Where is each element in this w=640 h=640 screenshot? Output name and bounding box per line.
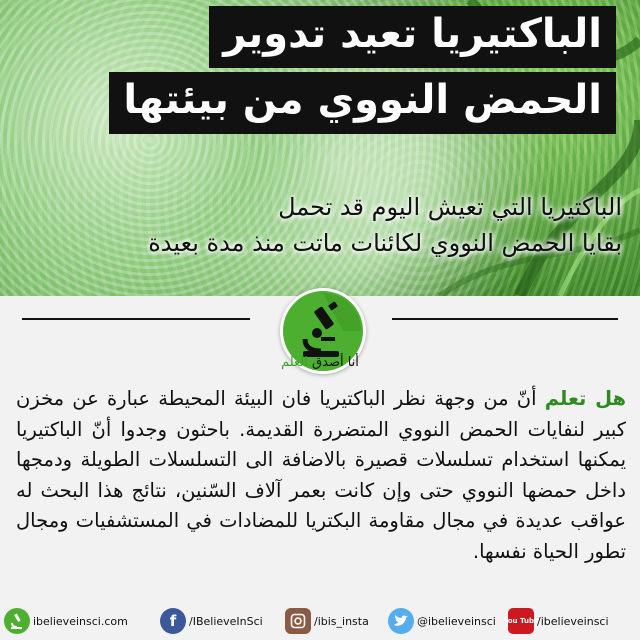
twitter-handle: @ibelieveinsci — [417, 614, 496, 628]
footer-facebook[interactable] — [160, 608, 263, 634]
divider-right — [392, 318, 618, 320]
body-paragraph — [16, 384, 626, 567]
brand-highlight: العلم — [281, 355, 308, 370]
footer-twitter[interactable] — [388, 608, 496, 634]
body-text: أنّ من وجهة نظر الباكتيريا فان البيئة المحيطة عبارة عن مخزن كبير لنفايات الحمض النووي المتضررة القديمة. باحثون وجدوا أنّ الباكتيريا يمكنها استخدام تسلسلات قصيرة بالاضافة الى التسلسلات الطويلة ودمجها داخل حمضها النووي حتى وإن كانت بعمر آلاف السّنين، نتائج هذا البحث له عواقب عديدة في مجال مقاومة البكتريا للمضادات في المستشفيات ومجال تطور الحياة نفسها. — [16, 387, 626, 563]
twitter-icon — [388, 608, 414, 634]
youtube-icon: You Tube — [508, 608, 534, 634]
title-line-1: الباكتيريا تعيد تدوير — [209, 6, 616, 68]
footer-youtube[interactable] — [503, 608, 609, 634]
facebook-icon: f — [160, 608, 186, 634]
brand-prefix: أنا أصدق — [312, 355, 359, 370]
facebook-handle: /IBelieveInSci — [189, 614, 263, 628]
subtitle-line-2: بقايا الحمض النووي لكائنات ماتت منذ مدة بعيدة — [148, 229, 622, 257]
instagram-handle: /ibis_insta — [314, 614, 369, 628]
footer-social-bar — [0, 600, 640, 640]
title-line-2: الحمض النووي من بيئتها — [109, 72, 616, 134]
subtitle-line-1: الباكتيريا التي تعيش اليوم قد تحمل — [278, 193, 622, 221]
divider-left — [22, 318, 250, 320]
footer-instagram[interactable] — [285, 608, 369, 634]
body-lead: هل تعلم — [544, 387, 626, 410]
brand-tagline — [0, 355, 640, 370]
website-link: ibelieveinsci.com — [33, 614, 128, 628]
footer-website[interactable] — [4, 608, 128, 634]
youtube-handle: /ibelieveinsci — [537, 614, 609, 628]
instagram-icon — [285, 608, 311, 634]
hero-image — [0, 0, 640, 296]
microscope-icon — [4, 608, 30, 634]
